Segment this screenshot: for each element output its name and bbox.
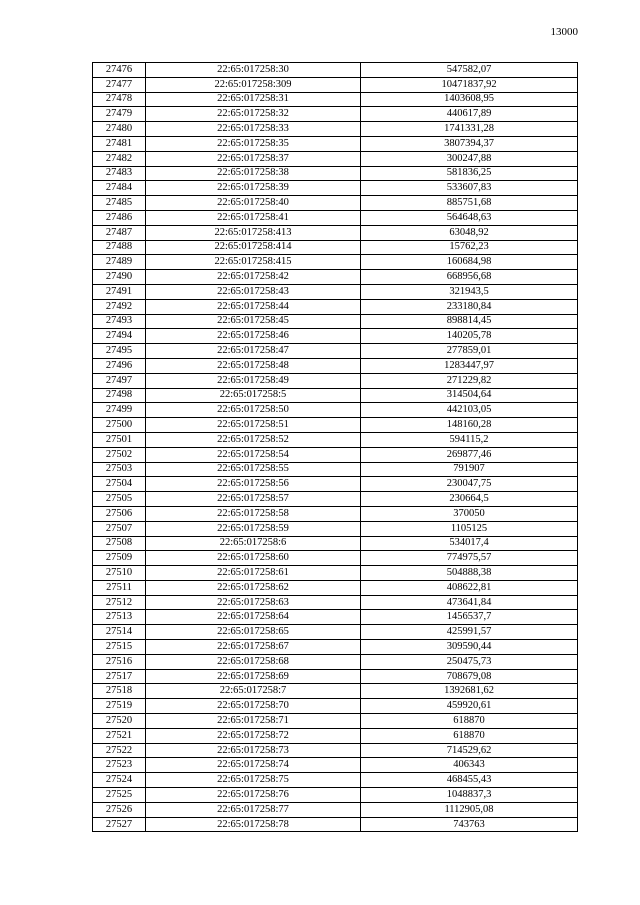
cadastral-value-cell: 791907	[361, 462, 578, 477]
cadastral-value-cell: 63048,92	[361, 225, 578, 240]
cadastral-value-cell: 708679,08	[361, 669, 578, 684]
cadastral-value-cell: 3807394,37	[361, 136, 578, 151]
row-number-cell: 27506	[93, 506, 146, 521]
cadastral-value-cell: 547582,07	[361, 63, 578, 78]
cadastral-number-cell: 22:65:017258:60	[146, 551, 361, 566]
table-row	[93, 63, 578, 78]
row-number-cell: 27500	[93, 418, 146, 433]
table-row	[93, 166, 578, 181]
row-number-cell: 27507	[93, 521, 146, 536]
cadastral-value-cell: 148160,28	[361, 418, 578, 433]
table-row	[93, 122, 578, 137]
table-row	[93, 77, 578, 92]
cadastral-number-cell: 22:65:017258:64	[146, 610, 361, 625]
table-row	[93, 714, 578, 729]
cadastral-number-cell: 22:65:017258:46	[146, 329, 361, 344]
cadastral-value-cell: 140205,78	[361, 329, 578, 344]
row-number-cell: 27501	[93, 432, 146, 447]
cadastral-number-cell: 22:65:017258:76	[146, 788, 361, 803]
cadastral-value-cell: 230664,5	[361, 492, 578, 507]
table-row	[93, 462, 578, 477]
row-number-cell: 27518	[93, 684, 146, 699]
cadastral-number-cell: 22:65:017258:67	[146, 640, 361, 655]
table-row	[93, 373, 578, 388]
cadastral-value-cell: 230047,75	[361, 477, 578, 492]
table-row	[93, 255, 578, 270]
cadastral-value-cell: 1112905,08	[361, 802, 578, 817]
row-number-cell: 27488	[93, 240, 146, 255]
cadastral-value-table	[92, 62, 578, 832]
table-row	[93, 181, 578, 196]
table-row	[93, 610, 578, 625]
row-number-cell: 27504	[93, 477, 146, 492]
row-number-cell: 27508	[93, 536, 146, 551]
table-row	[93, 758, 578, 773]
row-number-cell: 27487	[93, 225, 146, 240]
cadastral-value-cell: 440617,89	[361, 107, 578, 122]
table-row	[93, 92, 578, 107]
row-number-cell: 27527	[93, 817, 146, 832]
table-row	[93, 521, 578, 536]
table-row	[93, 270, 578, 285]
cadastral-number-cell: 22:65:017258:35	[146, 136, 361, 151]
cadastral-number-cell: 22:65:017258:45	[146, 314, 361, 329]
table-row	[93, 151, 578, 166]
cadastral-number-cell: 22:65:017258:40	[146, 196, 361, 211]
table-row	[93, 418, 578, 433]
row-number-cell: 27511	[93, 580, 146, 595]
cadastral-number-cell: 22:65:017258:6	[146, 536, 361, 551]
cadastral-value-cell: 581836,25	[361, 166, 578, 181]
cadastral-number-cell: 22:65:017258:41	[146, 210, 361, 225]
cadastral-number-cell: 22:65:017258:43	[146, 284, 361, 299]
table-row	[93, 196, 578, 211]
cadastral-value-cell: 618870	[361, 714, 578, 729]
cadastral-value-cell: 408622,81	[361, 580, 578, 595]
cadastral-number-cell: 22:65:017258:414	[146, 240, 361, 255]
cadastral-value-cell: 618870	[361, 728, 578, 743]
row-number-cell: 27505	[93, 492, 146, 507]
cadastral-number-cell: 22:65:017258:31	[146, 92, 361, 107]
cadastral-value-cell: 271229,82	[361, 373, 578, 388]
cadastral-number-cell: 22:65:017258:32	[146, 107, 361, 122]
table-row	[93, 136, 578, 151]
cadastral-number-cell: 22:65:017258:59	[146, 521, 361, 536]
cadastral-value-cell: 1283447,97	[361, 358, 578, 373]
cadastral-number-cell: 22:65:017258:61	[146, 566, 361, 581]
table-row	[93, 788, 578, 803]
cadastral-number-cell: 22:65:017258:57	[146, 492, 361, 507]
row-number-cell: 27490	[93, 270, 146, 285]
row-number-cell: 27525	[93, 788, 146, 803]
table-row	[93, 299, 578, 314]
row-number-cell: 27513	[93, 610, 146, 625]
table-row	[93, 284, 578, 299]
table-row	[93, 447, 578, 462]
row-number-cell: 27481	[93, 136, 146, 151]
table-row	[93, 477, 578, 492]
cadastral-number-cell: 22:65:017258:49	[146, 373, 361, 388]
table-row	[93, 773, 578, 788]
table-row	[93, 314, 578, 329]
cadastral-number-cell: 22:65:017258:65	[146, 625, 361, 640]
row-number-cell: 27517	[93, 669, 146, 684]
table-row	[93, 358, 578, 373]
cadastral-value-cell: 533607,83	[361, 181, 578, 196]
cadastral-number-cell: 22:65:017258:48	[146, 358, 361, 373]
row-number-cell: 27496	[93, 358, 146, 373]
table-row	[93, 432, 578, 447]
row-number-cell: 27514	[93, 625, 146, 640]
cadastral-value-cell: 406343	[361, 758, 578, 773]
cadastral-value-cell: 300247,88	[361, 151, 578, 166]
cadastral-number-cell: 22:65:017258:47	[146, 344, 361, 359]
cadastral-number-cell: 22:65:017258:52	[146, 432, 361, 447]
cadastral-number-cell: 22:65:017258:72	[146, 728, 361, 743]
cadastral-number-cell: 22:65:017258:7	[146, 684, 361, 699]
row-number-cell: 27523	[93, 758, 146, 773]
cadastral-number-cell: 22:65:017258:413	[146, 225, 361, 240]
row-number-cell: 27482	[93, 151, 146, 166]
table-row	[93, 107, 578, 122]
cadastral-value-cell: 277859,01	[361, 344, 578, 359]
cadastral-value-cell: 885751,68	[361, 196, 578, 211]
row-number-cell: 27509	[93, 551, 146, 566]
cadastral-value-cell: 309590,44	[361, 640, 578, 655]
cadastral-number-cell: 22:65:017258:70	[146, 699, 361, 714]
table-row	[93, 743, 578, 758]
row-number-cell: 27479	[93, 107, 146, 122]
row-number-cell: 27480	[93, 122, 146, 137]
cadastral-value-cell: 1741331,28	[361, 122, 578, 137]
cadastral-number-cell: 22:65:017258:63	[146, 595, 361, 610]
cadastral-value-cell: 774975,57	[361, 551, 578, 566]
cadastral-number-cell: 22:65:017258:33	[146, 122, 361, 137]
cadastral-value-cell: 321943,5	[361, 284, 578, 299]
cadastral-value-cell: 269877,46	[361, 447, 578, 462]
cadastral-number-cell: 22:65:017258:415	[146, 255, 361, 270]
table-row	[93, 506, 578, 521]
cadastral-value-cell: 468455,43	[361, 773, 578, 788]
cadastral-value-cell: 1403608,95	[361, 92, 578, 107]
cadastral-value-cell: 504888,38	[361, 566, 578, 581]
row-number-cell: 27493	[93, 314, 146, 329]
row-number-cell: 27522	[93, 743, 146, 758]
table-row	[93, 699, 578, 714]
cadastral-value-cell: 534017,4	[361, 536, 578, 551]
row-number-cell: 27515	[93, 640, 146, 655]
row-number-cell: 27495	[93, 344, 146, 359]
cadastral-value-cell: 370050	[361, 506, 578, 521]
cadastral-value-cell: 314504,64	[361, 388, 578, 403]
cadastral-number-cell: 22:65:017258:73	[146, 743, 361, 758]
row-number-cell: 27478	[93, 92, 146, 107]
cadastral-value-cell: 1048837,3	[361, 788, 578, 803]
table-row	[93, 625, 578, 640]
table-row	[93, 225, 578, 240]
row-number-cell: 27494	[93, 329, 146, 344]
cadastral-value-cell: 594115,2	[361, 432, 578, 447]
cadastral-number-cell: 22:65:017258:39	[146, 181, 361, 196]
cadastral-number-cell: 22:65:017258:58	[146, 506, 361, 521]
row-number-cell: 27526	[93, 802, 146, 817]
cadastral-value-cell: 15762,23	[361, 240, 578, 255]
cadastral-number-cell: 22:65:017258:74	[146, 758, 361, 773]
cadastral-number-cell: 22:65:017258:71	[146, 714, 361, 729]
cadastral-number-cell: 22:65:017258:77	[146, 802, 361, 817]
cadastral-value-cell: 898814,45	[361, 314, 578, 329]
cadastral-number-cell: 22:65:017258:42	[146, 270, 361, 285]
table-row	[93, 654, 578, 669]
table-row	[93, 802, 578, 817]
table-row	[93, 551, 578, 566]
row-number-cell: 27519	[93, 699, 146, 714]
table-row	[93, 388, 578, 403]
cadastral-number-cell: 22:65:017258:55	[146, 462, 361, 477]
cadastral-value-cell: 233180,84	[361, 299, 578, 314]
cadastral-number-cell: 22:65:017258:51	[146, 418, 361, 433]
cadastral-number-cell: 22:65:017258:30	[146, 63, 361, 78]
row-number-cell: 27483	[93, 166, 146, 181]
row-number-cell: 27485	[93, 196, 146, 211]
row-number-cell: 27520	[93, 714, 146, 729]
table-row	[93, 240, 578, 255]
table-row	[93, 344, 578, 359]
cadastral-number-cell: 22:65:017258:69	[146, 669, 361, 684]
row-number-cell: 27491	[93, 284, 146, 299]
cadastral-number-cell: 22:65:017258:54	[146, 447, 361, 462]
row-number-cell: 27484	[93, 181, 146, 196]
row-number-cell: 27499	[93, 403, 146, 418]
cadastral-value-cell: 250475,73	[361, 654, 578, 669]
cadastral-number-cell: 22:65:017258:62	[146, 580, 361, 595]
table-row	[93, 728, 578, 743]
table-row	[93, 669, 578, 684]
row-number-cell: 27497	[93, 373, 146, 388]
cadastral-number-cell: 22:65:017258:75	[146, 773, 361, 788]
table-row	[93, 329, 578, 344]
cadastral-value-cell: 1456537,7	[361, 610, 578, 625]
cadastral-value-cell: 473641,84	[361, 595, 578, 610]
cadastral-value-cell: 160684,98	[361, 255, 578, 270]
cadastral-value-cell: 1392681,62	[361, 684, 578, 699]
table-row	[93, 684, 578, 699]
table-row	[93, 566, 578, 581]
table-row	[93, 580, 578, 595]
row-number-cell: 27502	[93, 447, 146, 462]
cadastral-number-cell: 22:65:017258:56	[146, 477, 361, 492]
row-number-cell: 27510	[93, 566, 146, 581]
table-row	[93, 595, 578, 610]
cadastral-value-cell: 425991,57	[361, 625, 578, 640]
row-number-cell: 27498	[93, 388, 146, 403]
row-number-cell: 27524	[93, 773, 146, 788]
cadastral-value-cell: 714529,62	[361, 743, 578, 758]
row-number-cell: 27516	[93, 654, 146, 669]
row-number-cell: 27492	[93, 299, 146, 314]
table-row	[93, 492, 578, 507]
cadastral-value-cell: 442103,05	[361, 403, 578, 418]
row-number-cell: 27489	[93, 255, 146, 270]
row-number-cell: 27486	[93, 210, 146, 225]
cadastral-number-cell: 22:65:017258:309	[146, 77, 361, 92]
table-row	[93, 536, 578, 551]
cadastral-value-cell: 1105125	[361, 521, 578, 536]
page-number: 13000	[550, 26, 578, 38]
cadastral-number-cell: 22:65:017258:44	[146, 299, 361, 314]
row-number-cell: 27477	[93, 77, 146, 92]
cadastral-number-cell: 22:65:017258:78	[146, 817, 361, 832]
cadastral-value-cell: 10471837,92	[361, 77, 578, 92]
table-body	[93, 63, 578, 832]
cadastral-number-cell: 22:65:017258:5	[146, 388, 361, 403]
row-number-cell: 27503	[93, 462, 146, 477]
table-row	[93, 403, 578, 418]
row-number-cell: 27476	[93, 63, 146, 78]
row-number-cell: 27521	[93, 728, 146, 743]
cadastral-number-cell: 22:65:017258:38	[146, 166, 361, 181]
cadastral-value-cell: 668956,68	[361, 270, 578, 285]
cadastral-value-cell: 564648,63	[361, 210, 578, 225]
table-row	[93, 817, 578, 832]
cadastral-value-cell: 743763	[361, 817, 578, 832]
cadastral-value-cell: 459920,61	[361, 699, 578, 714]
table-row	[93, 640, 578, 655]
table-row	[93, 210, 578, 225]
row-number-cell: 27512	[93, 595, 146, 610]
cadastral-number-cell: 22:65:017258:50	[146, 403, 361, 418]
cadastral-number-cell: 22:65:017258:37	[146, 151, 361, 166]
cadastral-number-cell: 22:65:017258:68	[146, 654, 361, 669]
